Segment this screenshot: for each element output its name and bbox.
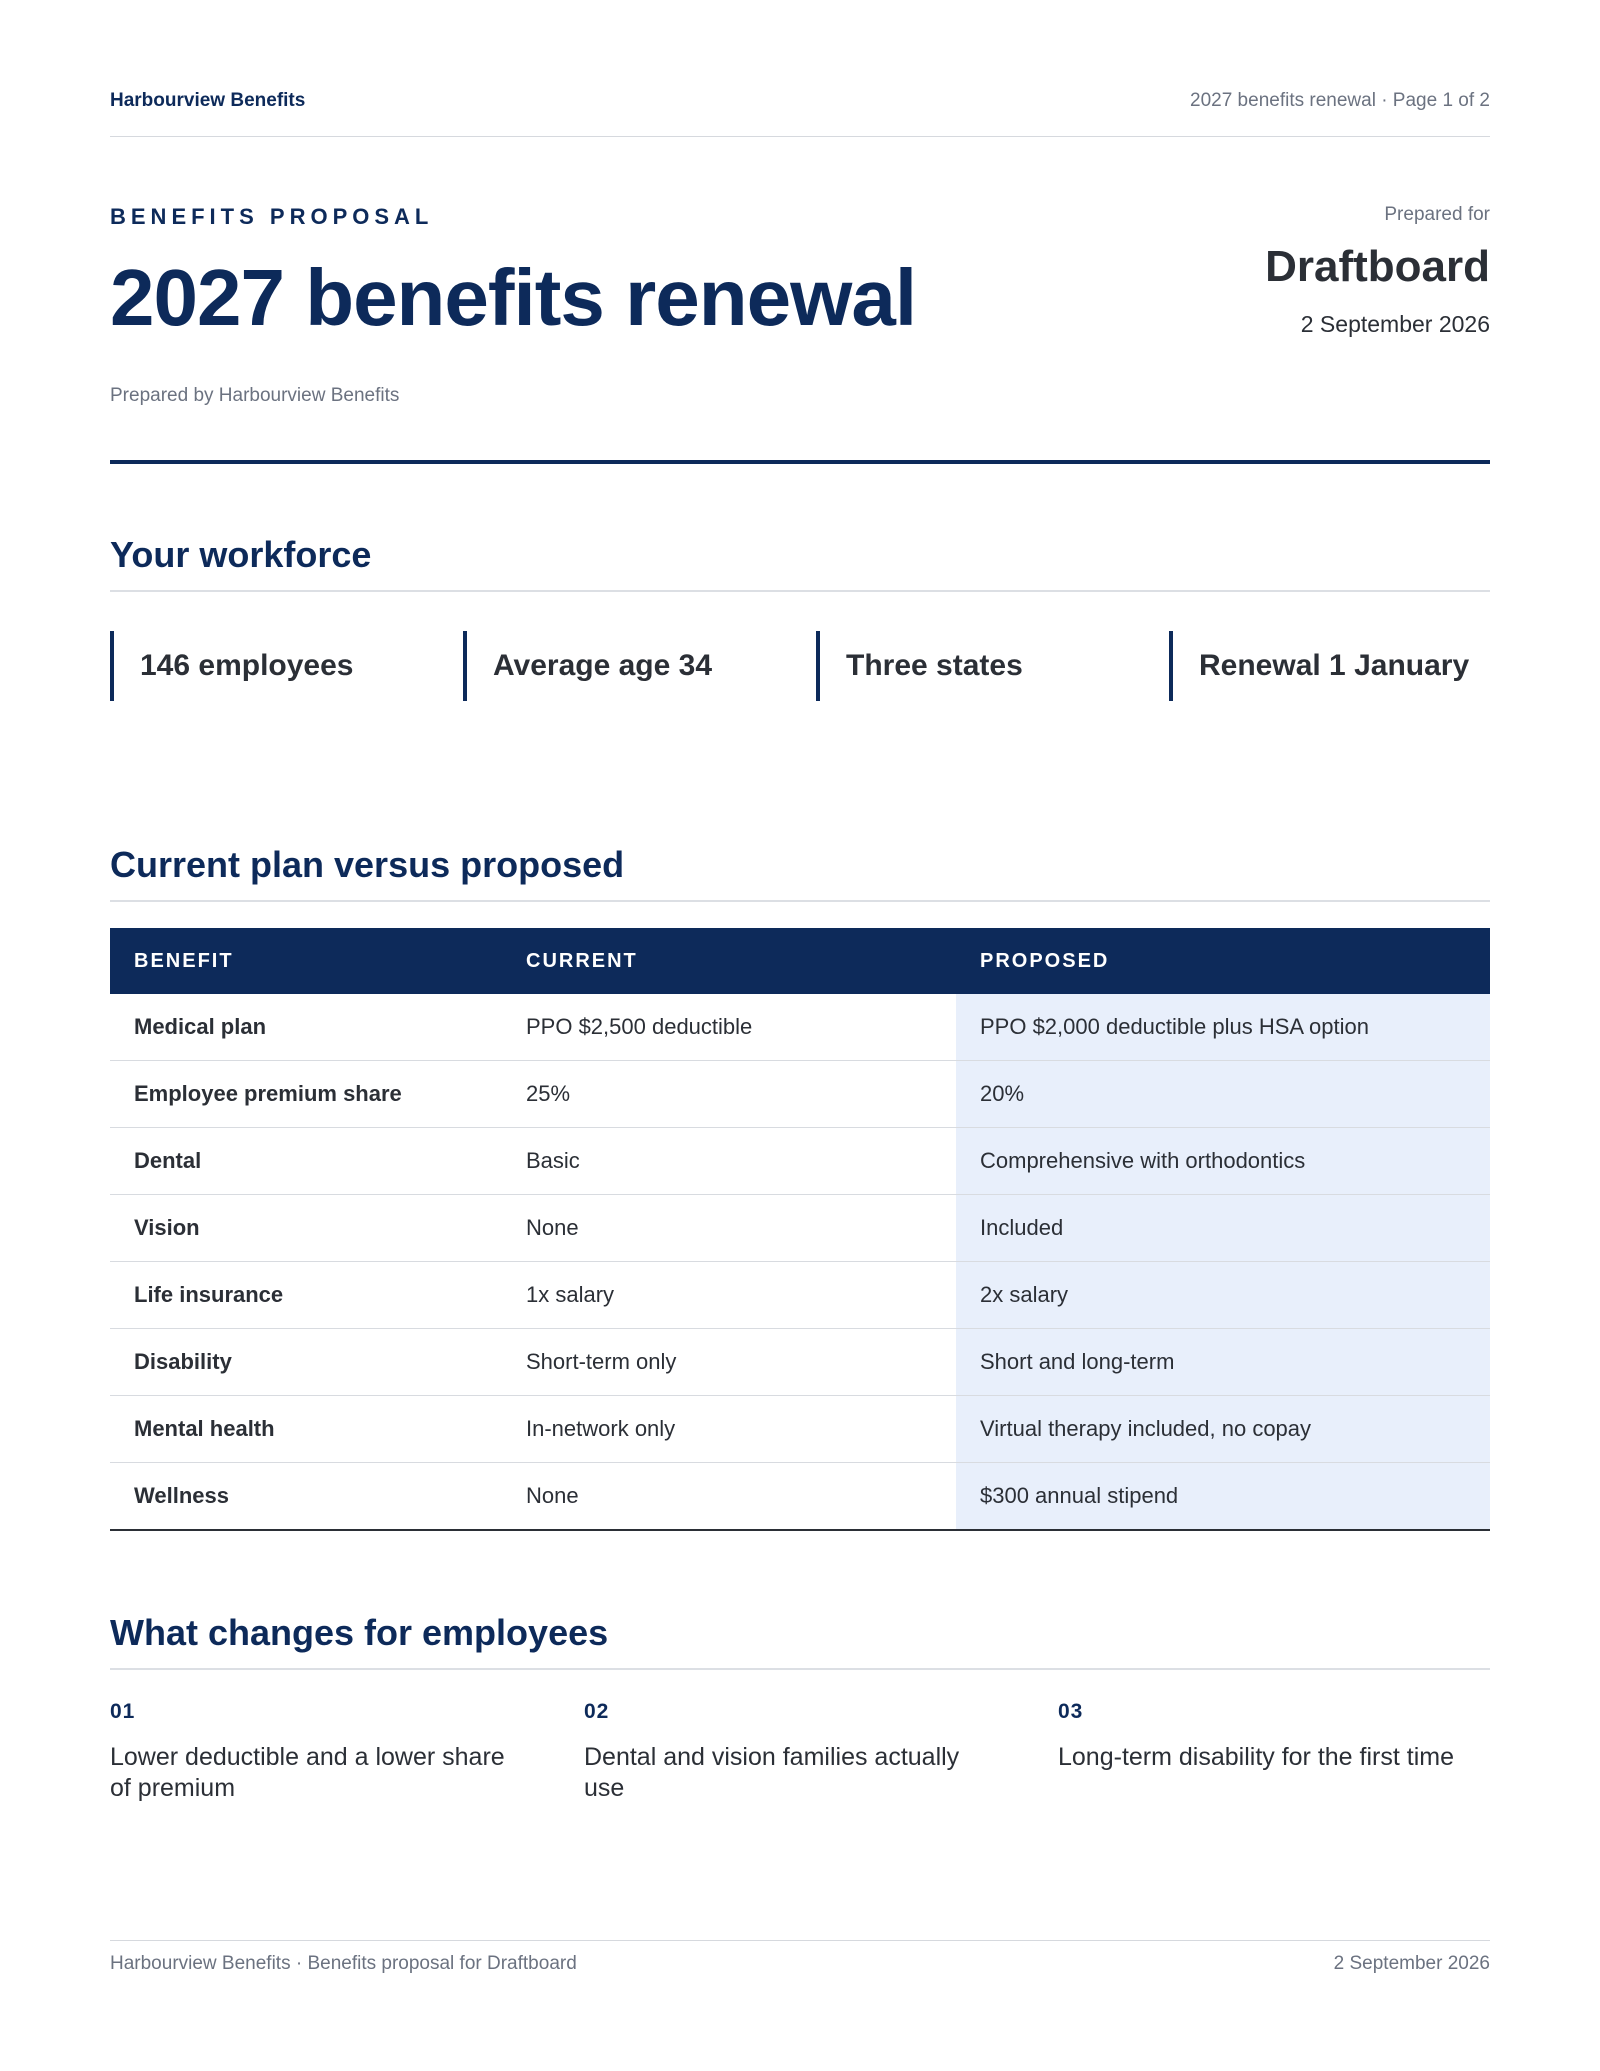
client-name: Draftboard <box>1265 242 1490 291</box>
stat-states: Three states <box>816 631 1023 701</box>
footer-divider <box>110 1940 1490 1941</box>
benefit-cell: Life insurance <box>110 1262 502 1329</box>
benefit-cell: Wellness <box>110 1463 502 1531</box>
change-item <box>1058 1700 1478 1773</box>
title-divider <box>110 460 1490 464</box>
section-heading-comparison: Current plan versus proposed <box>110 844 625 885</box>
current-cell: None <box>502 1195 956 1262</box>
table-header-row <box>110 928 1490 994</box>
header-brand: Harbourview Benefits <box>110 90 306 111</box>
stat-employees: 146 employees <box>110 631 353 701</box>
section-divider <box>110 1668 1490 1670</box>
document-title: 2027 benefits renewal <box>110 253 917 342</box>
current-cell: None <box>502 1463 956 1531</box>
section-divider <box>110 590 1490 592</box>
change-number: 03 <box>1058 1700 1084 1723</box>
benefit-cell: Mental health <box>110 1396 502 1463</box>
footer-date: 2 September 2026 <box>1333 1953 1490 1974</box>
proposed-cell: 2x salary <box>956 1262 1490 1329</box>
change-text: Dental and vision families actually use <box>584 1743 960 1802</box>
table-row <box>110 1262 1490 1329</box>
section-heading-workforce: Your workforce <box>110 534 372 575</box>
proposed-cell: Comprehensive with orthodontics <box>956 1128 1490 1195</box>
prepared-by: Prepared by Harbourview Benefits <box>110 385 400 406</box>
header-doc-ref: 2027 benefits renewal · Page 1 of 2 <box>1190 90 1490 111</box>
change-item <box>584 1700 1004 1804</box>
column-header-benefit: BENEFIT <box>110 928 502 994</box>
proposed-cell: Virtual therapy included, no copay <box>956 1396 1490 1463</box>
change-text: Lower deductible and a lower share of premium <box>110 1743 505 1802</box>
footer-left: Harbourview Benefits · Benefits proposal for Draftboard <box>110 1953 577 1974</box>
benefit-cell: Medical plan <box>110 994 502 1061</box>
proposed-cell: 20% <box>956 1061 1490 1128</box>
proposed-cell: PPO $2,000 deductible plus HSA option <box>956 994 1490 1061</box>
stat-renewal: Renewal 1 January <box>1169 631 1469 701</box>
current-cell: 25% <box>502 1061 956 1128</box>
header-divider <box>110 136 1490 137</box>
table-row <box>110 1061 1490 1128</box>
proposed-cell: Short and long-term <box>956 1329 1490 1396</box>
current-cell: 1x salary <box>502 1262 956 1329</box>
current-cell: Short-term only <box>502 1329 956 1396</box>
table-row <box>110 1396 1490 1463</box>
change-number: 01 <box>110 1700 136 1723</box>
benefit-cell: Vision <box>110 1195 502 1262</box>
benefit-cell: Dental <box>110 1128 502 1195</box>
change-item <box>110 1700 530 1804</box>
table-row <box>110 1463 1490 1531</box>
document-eyebrow: BENEFITS PROPOSAL <box>110 204 434 229</box>
current-cell: Basic <box>502 1128 956 1195</box>
table-row <box>110 1128 1490 1195</box>
proposed-cell: Included <box>956 1195 1490 1262</box>
change-number: 02 <box>584 1700 610 1723</box>
table-row <box>110 1195 1490 1262</box>
change-text: Long-term disability for the first time <box>1058 1743 1454 1771</box>
stat-average-age: Average age 34 <box>463 631 712 701</box>
section-divider <box>110 900 1490 902</box>
current-cell: PPO $2,500 deductible <box>502 994 956 1061</box>
document-date: 2 September 2026 <box>1300 311 1490 337</box>
plan-comparison-table <box>110 928 1490 1531</box>
proposed-cell: $300 annual stipend <box>956 1463 1490 1531</box>
benefit-cell: Disability <box>110 1329 502 1396</box>
column-header-proposed: PROPOSED <box>956 928 1490 994</box>
table-row <box>110 1329 1490 1396</box>
column-header-current: CURRENT <box>502 928 956 994</box>
current-cell: In-network only <box>502 1396 956 1463</box>
table-row <box>110 994 1490 1061</box>
prepared-for-label: Prepared for <box>1384 204 1490 225</box>
section-heading-changes: What changes for employees <box>110 1612 609 1653</box>
benefit-cell: Employee premium share <box>110 1061 502 1128</box>
